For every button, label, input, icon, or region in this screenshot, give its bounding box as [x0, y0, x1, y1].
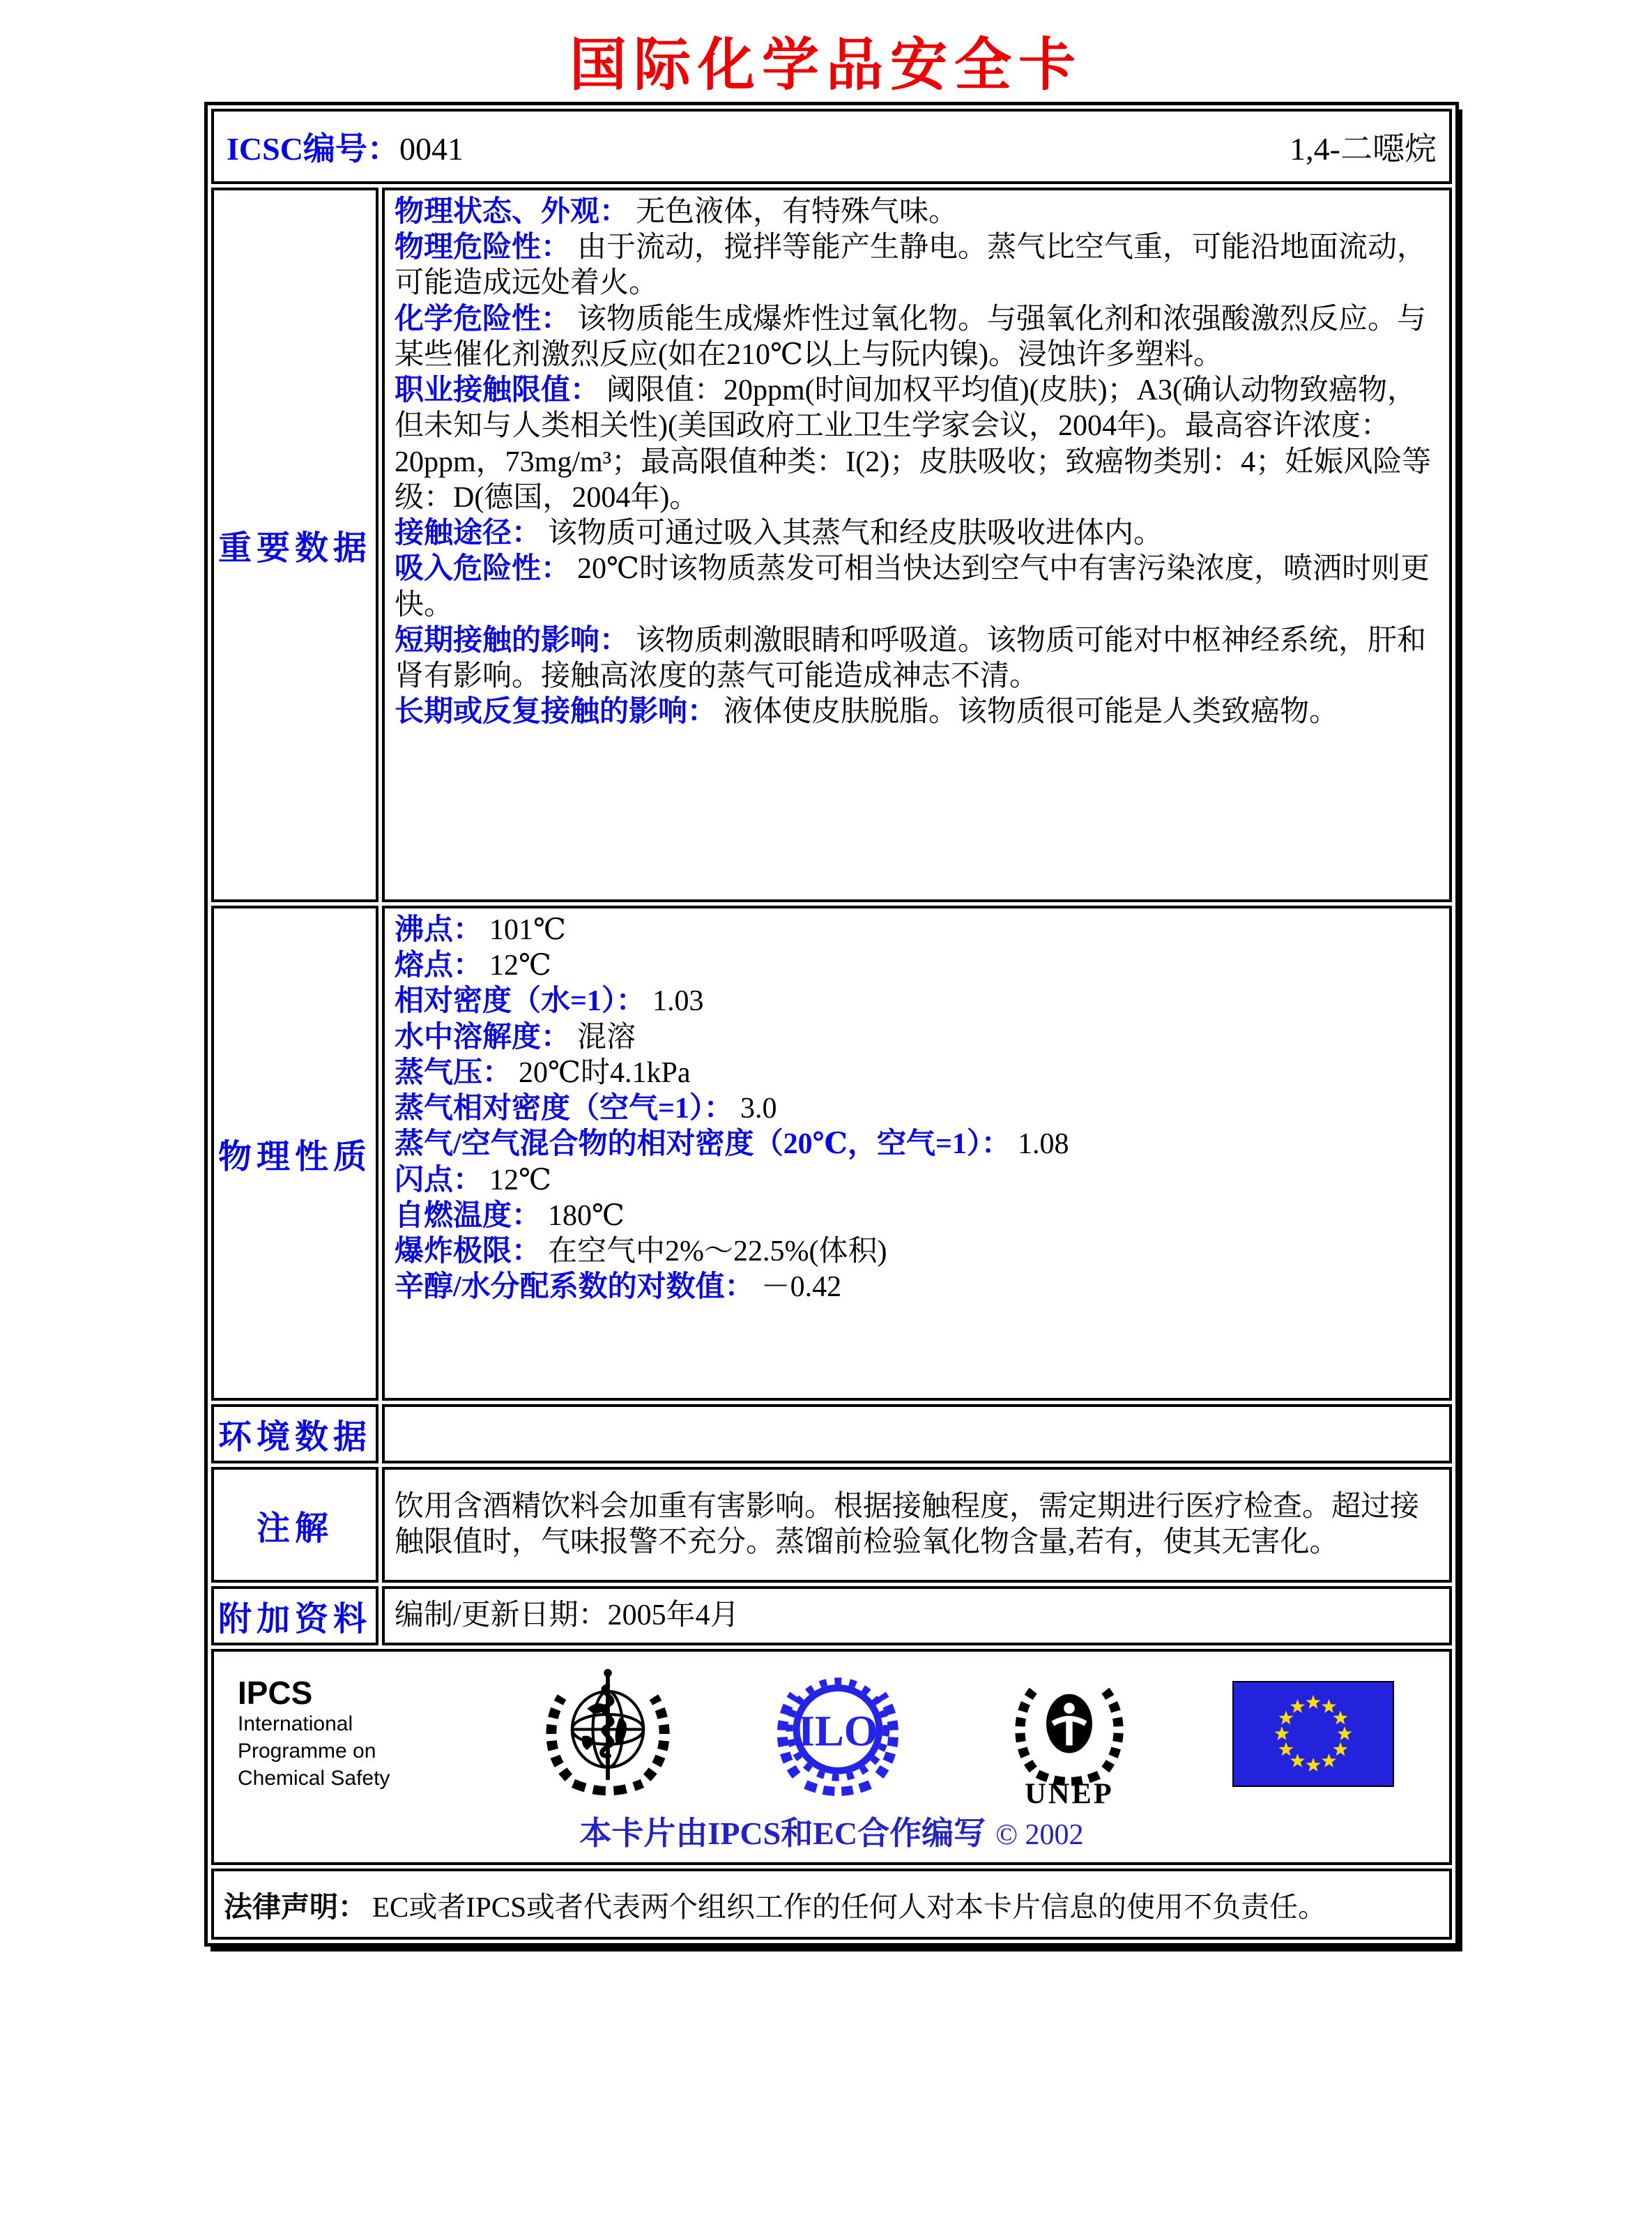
ipcs-subtitle-line1: International: [238, 1712, 353, 1735]
field-value: 该物质刺激眼睛和呼吸道。该物质可能对中枢神经系统，肝和肾有影响。接触高浓度的蒸气可能造成神志不清。: [395, 624, 1427, 693]
header-cell: [211, 109, 1452, 184]
field-occupational-limits: [395, 373, 1439, 516]
unep-wordmark: UNEP: [1025, 1777, 1115, 1808]
additional-info-row-label: 附加资料: [211, 1586, 378, 1645]
environmental-data-row-label: 环境数据: [211, 1404, 378, 1463]
field-value: 阈限值：20ppm(时间加权平均值)(皮肤)；A3(确认动物致癌物，但未知与人类相关性)(美国政府工业卫生学家会议，2004年)。最高容许浓度：20ppm，73mg/m³；最高限值种类：I(2)；皮肤吸收；致癌物类别：4；妊娠风险等级：D(德国，2004年)。: [395, 374, 1432, 514]
icsc-number-label: ICSC编号：: [227, 131, 399, 167]
field-long-term-effects: [395, 694, 1439, 730]
field-value: 该物质能生成爆炸性过氧化物。与强氧化剂和浓强酸激烈反应。与某些催化剂激烈反应(如在210℃以上与阮内镍)。浸蚀许多塑料。: [395, 303, 1427, 371]
field-label: 接触途径：: [395, 517, 542, 550]
field-label: 短期接触的影响：: [395, 624, 629, 657]
copyright-text: © 2002: [995, 1819, 1084, 1851]
field-label: 自燃温度：: [395, 1199, 542, 1232]
chemical-name: 1,4-二噁烷: [1290, 131, 1437, 167]
field-short-term-effects: [395, 623, 1439, 694]
field-inhalation-risk: [395, 551, 1439, 623]
field-value: 101℃: [489, 914, 566, 946]
field-label: 熔点：: [395, 950, 483, 982]
field-vapor-pressure: [395, 1056, 1439, 1091]
field-autoignition-temperature: [395, 1198, 1439, 1234]
physical-properties-row-label: 物理性质: [211, 906, 378, 1401]
field-explosive-limits: [395, 1234, 1439, 1270]
row-physical-properties: [211, 906, 1452, 1401]
row-important-data: [211, 188, 1452, 902]
additional-info-content: 编制/更新日期：2005年4月: [382, 1586, 1452, 1645]
field-label: 蒸气/空气混合物的相对密度（20℃，空气=1）：: [395, 1128, 1011, 1161]
unep-logo-icon: [998, 1660, 1140, 1808]
ipcs-subtitle-line2: Programme on: [238, 1739, 376, 1763]
icsc-number-group: [227, 123, 464, 169]
field-label: 闪点：: [395, 1164, 483, 1196]
field-exposure-routes: [395, 516, 1439, 551]
header-row: [211, 109, 1452, 184]
field-label: 化学危险性：: [395, 303, 571, 335]
field-label: 物理状态、外观：: [395, 196, 629, 228]
legal-text: EC或者IPCS或者代表两个组织工作的任何人对本卡片信息的使用不负责任。: [372, 1890, 1326, 1923]
ilo-logo-icon: [769, 1665, 907, 1803]
row-additional-info: [211, 1586, 1452, 1645]
field-label: 沸点：: [395, 914, 483, 946]
page-title: 国际化学品安全卡: [569, 33, 1083, 97]
field-value: 1.08: [1017, 1128, 1069, 1161]
notes-row-label: 注解: [211, 1467, 378, 1583]
field-label: 蒸气相对密度（空气=1）：: [395, 1093, 733, 1125]
cooperation-caption-text: 本卡片由IPCS和EC合作编写: [579, 1816, 986, 1851]
notes-content: 饮用含酒精饮料会加重有害影响。根据接触程度，需定期进行医疗检查。超过接触限值时，气味报警不充分。蒸馏前检验氧化物含量,若有，使其无害化。: [382, 1467, 1452, 1583]
physical-properties-content: [382, 906, 1452, 1401]
field-vapor-density: [395, 1091, 1439, 1127]
field-melting-point: [395, 948, 1439, 984]
who-staff-knob: [604, 1669, 612, 1677]
field-physical-danger: [395, 230, 1439, 301]
field-value: 12℃: [489, 1164, 551, 1196]
field-value: 该物质可通过吸入其蒸气和经皮肤吸收进体内。: [548, 517, 1163, 550]
logos-cell: [211, 1649, 1452, 1865]
row-legal: [211, 1869, 1452, 1940]
field-value: 1.03: [652, 985, 704, 1018]
who-logo-icon: [539, 1665, 677, 1803]
logo-strip: [231, 1660, 1432, 1808]
cooperation-caption: [231, 1808, 1432, 1854]
ipcs-text-block: [238, 1676, 447, 1791]
environmental-data-content: [382, 1404, 1452, 1463]
ipcs-subtitle-line3: Chemical Safety: [238, 1766, 390, 1790]
row-notes: [211, 1467, 1452, 1583]
field-label: 长期或反复接触的影响：: [395, 696, 717, 729]
field-physical-state: [395, 195, 1439, 230]
field-flash-point: [395, 1163, 1439, 1198]
important-data-content: [382, 188, 1452, 902]
field-label: 辛醇/水分配系数的对数值：: [395, 1271, 754, 1304]
field-label: 吸入危险性：: [395, 553, 571, 586]
field-label: 相对密度（水=1）：: [395, 985, 645, 1018]
field-value: 在空气中2%～22.5%(体积): [548, 1235, 887, 1268]
field-value: 180℃: [548, 1199, 625, 1232]
important-data-row-label: 重要数据: [211, 188, 378, 902]
field-chemical-danger: [395, 302, 1439, 373]
field-label: 水中溶解度：: [395, 1021, 571, 1053]
field-value: －0.42: [760, 1271, 842, 1304]
field-value: 12℃: [489, 950, 551, 982]
field-value: 由于流动，搅拌等能产生静电。蒸气比空气重，可能沿地面流动，可能造成远处着火。: [395, 231, 1427, 300]
ipcs-title: IPCS: [238, 1675, 313, 1712]
field-value: 混溶: [577, 1021, 636, 1053]
legal-cell: [211, 1869, 1452, 1940]
field-octanol-water-partition: [395, 1270, 1439, 1305]
ilo-monogram: ILO: [797, 1706, 878, 1756]
field-relative-density: [395, 984, 1439, 1019]
field-label: 爆炸极限：: [395, 1235, 542, 1268]
field-label: 物理危险性：: [395, 231, 571, 264]
field-water-solubility: [395, 1020, 1439, 1056]
icsc-card-table: [204, 102, 1459, 1947]
field-value: 20℃时该物质蒸发可相当快达到空气中有害污染浓度，喷洒时则更快。: [395, 553, 1430, 621]
row-environmental-data: [211, 1404, 1452, 1463]
icsc-number-value: 0041: [399, 131, 464, 167]
field-value: 液体使皮肤脱脂。该物质很可能是人类致癌物。: [724, 696, 1339, 729]
row-logos: [211, 1649, 1452, 1865]
field-boiling-point: [395, 913, 1439, 948]
legal-label: 法律声明：: [224, 1890, 367, 1923]
field-value: 3.0: [740, 1093, 777, 1125]
field-value: 无色液体，有特殊气味。: [636, 196, 958, 228]
field-value: 20℃时4.1kPa: [519, 1056, 691, 1089]
eu-flag-icon: [1232, 1681, 1394, 1787]
field-label: 蒸气压：: [395, 1056, 512, 1089]
field-label: 职业接触限值：: [395, 374, 600, 407]
field-vapor-air-mixture-density: [395, 1127, 1439, 1162]
